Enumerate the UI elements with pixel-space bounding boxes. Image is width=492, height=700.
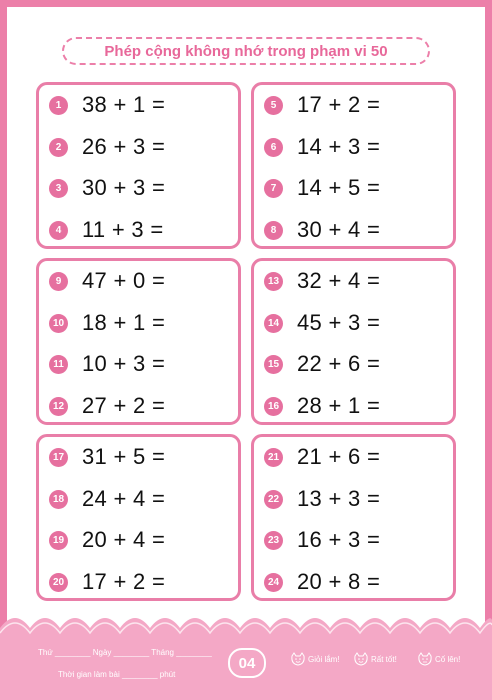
exercise-expression: 21 + 6 = xyxy=(297,444,381,469)
exercise-expression: 32 + 4 = xyxy=(297,268,381,293)
exercise-expression: 13 + 3 = xyxy=(297,486,381,511)
page-number xyxy=(228,648,266,678)
badge-very-good xyxy=(353,652,397,666)
exercise-item xyxy=(264,90,380,120)
exercise-card-1 xyxy=(36,82,241,249)
time-line: Thời gian làm bài ________ phút xyxy=(58,670,176,679)
exercise-expression: 14 + 3 = xyxy=(297,134,381,159)
badge-label: Rất tốt! xyxy=(371,654,397,664)
exercise-expression: 10 + 3 = xyxy=(82,351,166,376)
exercise-expression: 11 + 3 = xyxy=(82,217,164,242)
exercise-card-2 xyxy=(251,82,456,249)
exercise-number: 3 xyxy=(49,179,68,198)
badge-good xyxy=(290,652,340,666)
exercise-expression: 31 + 5 = xyxy=(82,444,166,469)
exercise-number: 22 xyxy=(264,490,283,509)
exercise-item xyxy=(49,567,165,597)
exercise-expression: 18 + 1 = xyxy=(82,310,166,335)
exercise-number: 16 xyxy=(264,397,283,416)
exercise-number: 2 xyxy=(49,138,68,157)
exercise-item xyxy=(264,484,380,514)
exercise-item xyxy=(264,215,380,245)
exercise-item xyxy=(264,308,380,338)
exercise-item xyxy=(49,349,165,379)
exercise-item xyxy=(49,442,165,472)
exercise-card-4 xyxy=(251,258,456,425)
exercise-item xyxy=(49,484,165,514)
exercise-number: 23 xyxy=(264,531,283,550)
exercise-item xyxy=(264,525,380,555)
exercise-number: 12 xyxy=(49,397,68,416)
exercise-number: 14 xyxy=(264,314,283,333)
exercise-number: 11 xyxy=(49,355,68,374)
date-line: Thứ ________ Ngày ________ Tháng ________ xyxy=(38,648,212,657)
exercise-expression: 24 + 4 = xyxy=(82,486,166,511)
exercise-number: 5 xyxy=(264,96,283,115)
exercise-expression: 30 + 4 = xyxy=(297,217,381,242)
exercise-number: 17 xyxy=(49,448,68,467)
exercise-expression: 30 + 3 = xyxy=(82,175,166,200)
exercise-expression: 38 + 1 = xyxy=(82,92,166,117)
exercise-item xyxy=(264,173,380,203)
exercise-expression: 26 + 3 = xyxy=(82,134,166,159)
exercise-number: 15 xyxy=(264,355,283,374)
exercise-number: 19 xyxy=(49,531,68,550)
worksheet-title xyxy=(62,37,430,65)
exercise-item xyxy=(264,132,380,162)
exercise-item xyxy=(264,442,380,472)
exercise-item xyxy=(49,525,165,555)
exercise-number: 4 xyxy=(49,221,68,240)
worksheet-title-text: Phép cộng không nhớ trong phạm vi 50 xyxy=(104,42,388,60)
exercise-item xyxy=(264,266,380,296)
exercise-expression: 16 + 3 = xyxy=(297,527,381,552)
exercise-number: 7 xyxy=(264,179,283,198)
exercise-number: 18 xyxy=(49,490,68,509)
exercise-item xyxy=(49,308,165,338)
exercise-expression: 47 + 0 = xyxy=(82,268,166,293)
smile-cat-icon xyxy=(417,652,433,666)
exercise-expression: 17 + 2 = xyxy=(297,92,381,117)
exercise-item xyxy=(49,215,164,245)
exercise-expression: 14 + 5 = xyxy=(297,175,381,200)
exercise-number: 20 xyxy=(49,573,68,592)
badge-label: Giỏi lắm! xyxy=(308,654,340,664)
badge-label: Cố lên! xyxy=(435,654,461,664)
exercise-expression: 17 + 2 = xyxy=(82,569,166,594)
exercise-number: 13 xyxy=(264,272,283,291)
exercise-expression: 20 + 8 = xyxy=(297,569,381,594)
exercise-item xyxy=(264,349,380,379)
exercise-expression: 22 + 6 = xyxy=(297,351,381,376)
exercise-expression: 27 + 2 = xyxy=(82,393,166,418)
exercise-item xyxy=(49,173,165,203)
exercise-item xyxy=(264,391,380,421)
exercise-number: 10 xyxy=(49,314,68,333)
exercise-item xyxy=(49,90,165,120)
exercise-number: 21 xyxy=(264,448,283,467)
smile-cat-icon xyxy=(353,652,369,666)
exercise-expression: 28 + 1 = xyxy=(297,393,381,418)
smile-cat-icon xyxy=(290,652,306,666)
exercise-card-3 xyxy=(36,258,241,425)
exercise-number: 6 xyxy=(264,138,283,157)
exercise-item xyxy=(49,132,165,162)
badge-try-harder xyxy=(417,652,460,666)
exercise-number: 1 xyxy=(49,96,68,115)
exercise-card-6 xyxy=(251,434,456,601)
page-number-text: 04 xyxy=(238,654,256,672)
exercise-number: 9 xyxy=(49,272,68,291)
exercise-expression: 20 + 4 = xyxy=(82,527,166,552)
exercise-number: 24 xyxy=(264,573,283,592)
exercise-card-5 xyxy=(36,434,241,601)
exercise-item xyxy=(49,391,165,421)
exercise-expression: 45 + 3 = xyxy=(297,310,381,335)
exercise-item xyxy=(264,567,380,597)
exercise-item xyxy=(49,266,165,296)
exercise-number: 8 xyxy=(264,221,283,240)
